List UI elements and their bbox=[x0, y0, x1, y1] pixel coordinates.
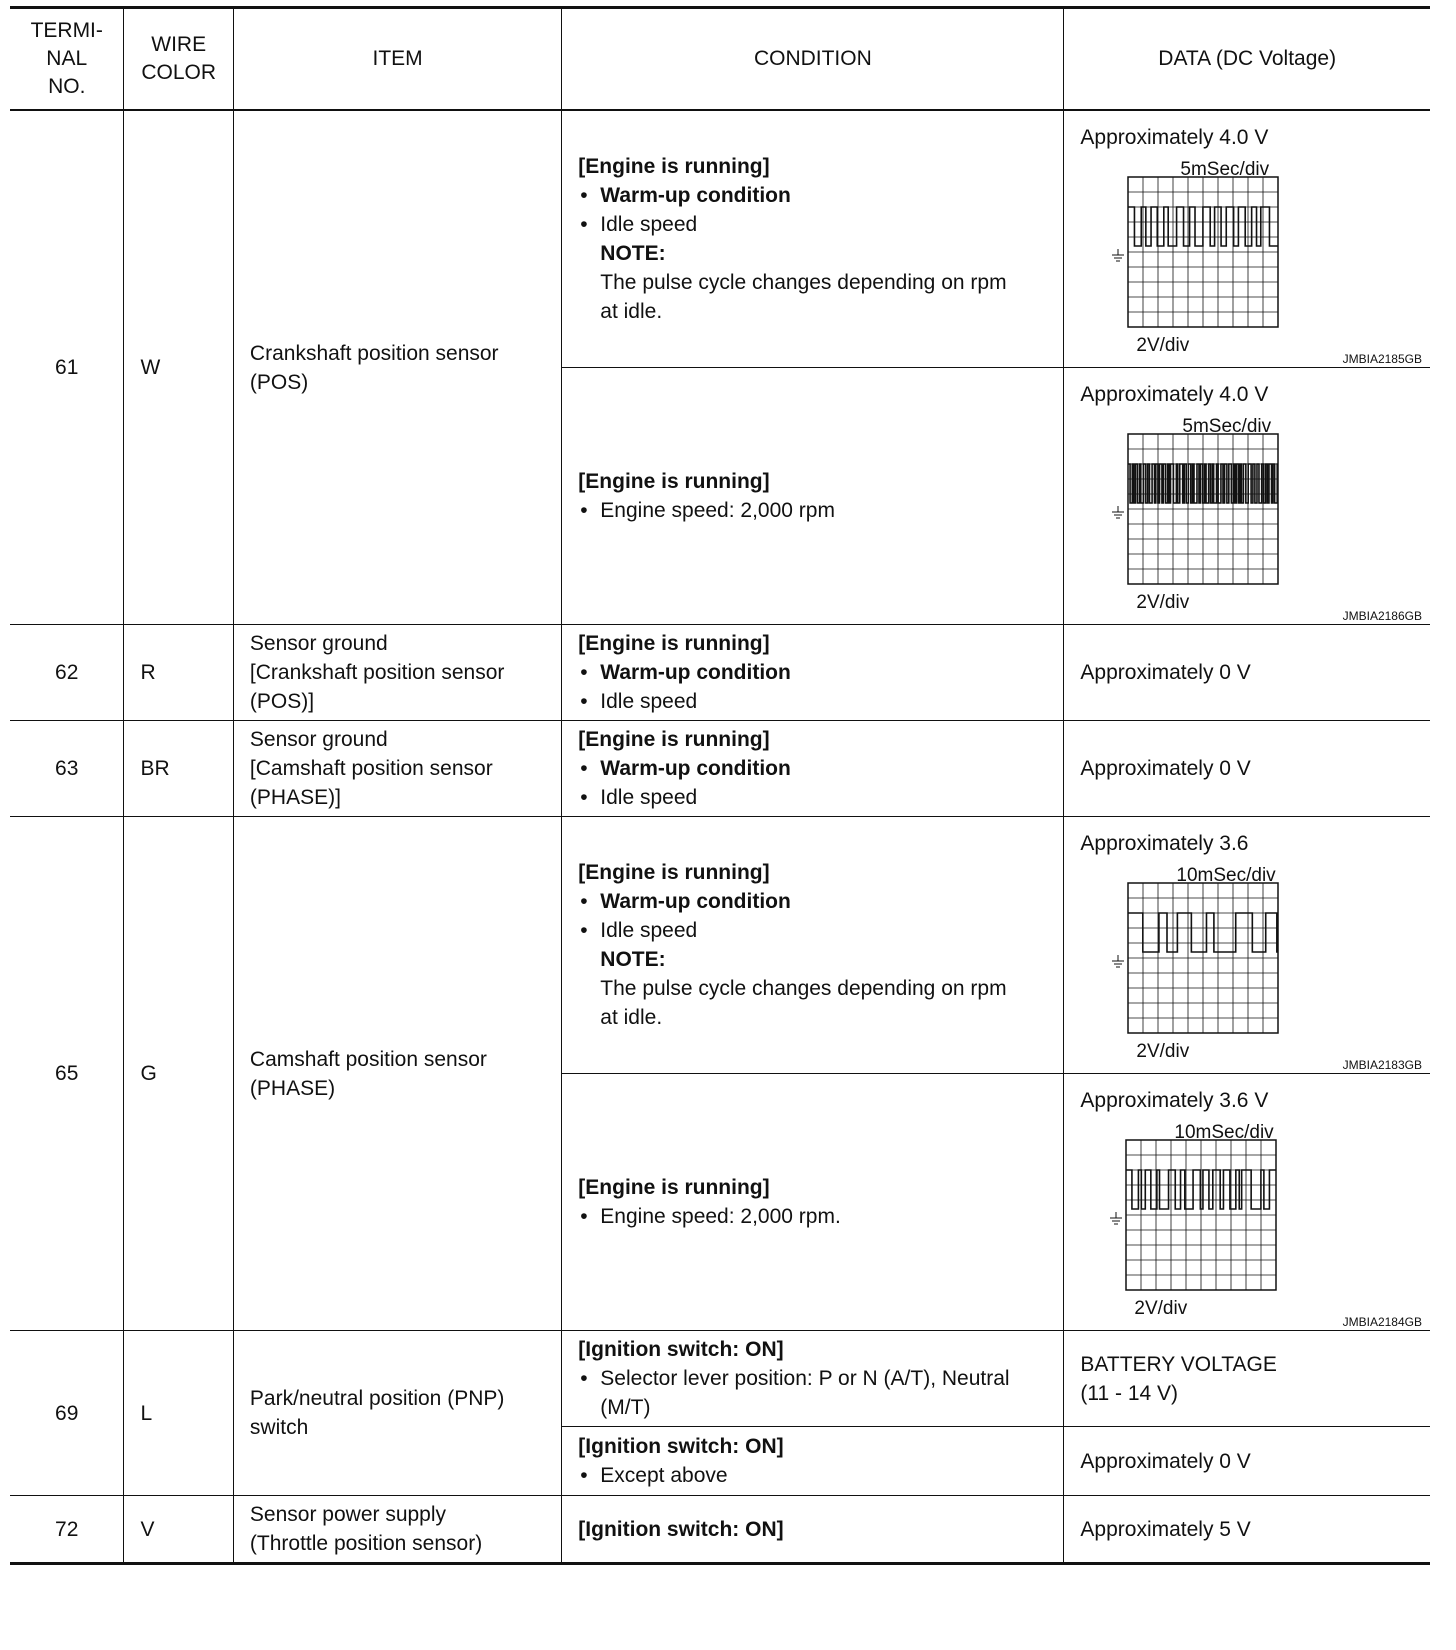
table-row bbox=[10, 721, 1430, 817]
condition-bullet: • Warm-up condition bbox=[578, 658, 1063, 687]
data-value: (11 - 14 V) bbox=[1080, 1381, 1179, 1405]
scope-grid bbox=[1128, 883, 1278, 1033]
figure-id: JMBIA2183GB bbox=[1342, 1058, 1422, 1072]
scope-time-scale: 5mSec/div bbox=[1182, 416, 1272, 437]
condition-bullet: • Warm-up condition bbox=[578, 181, 1051, 210]
waveform-trace bbox=[1126, 1170, 1276, 1209]
terminal-no: 62 bbox=[10, 625, 124, 721]
header-terminal-line1: TERMI- bbox=[30, 19, 103, 42]
item-line: (Throttle position sensor) bbox=[249, 1532, 483, 1555]
scope-volt-scale: 2V/div bbox=[1136, 592, 1190, 613]
condition-bullet: • Engine speed: 2,000 rpm. bbox=[578, 1202, 1051, 1231]
condition-heading: [Ignition switch: ON] bbox=[578, 1435, 784, 1458]
condition-cell bbox=[562, 110, 1064, 368]
header-data: DATA (DC Voltage) bbox=[1064, 8, 1430, 111]
condition-heading: [Engine is running] bbox=[578, 632, 770, 655]
condition-cell bbox=[562, 368, 1064, 625]
wire-color: W bbox=[124, 110, 233, 625]
note-text: The pulse cycle changes depending on rpm bbox=[600, 977, 1007, 1000]
terminal-no: 72 bbox=[10, 1496, 124, 1564]
condition-heading: [Engine is running] bbox=[578, 728, 770, 751]
oscilloscope-waveform bbox=[1108, 175, 1288, 335]
item-cell bbox=[233, 1331, 561, 1496]
data-cell bbox=[1064, 110, 1430, 368]
note-text: The pulse cycle changes depending on rpm bbox=[600, 271, 1007, 294]
table-row bbox=[10, 110, 1430, 368]
item-line: Crankshaft position sensor bbox=[249, 341, 499, 365]
condition-heading: [Engine is running] bbox=[578, 861, 770, 884]
item-cell bbox=[233, 721, 561, 817]
data-value: Approximately 0 V bbox=[1064, 625, 1430, 721]
condition-cell bbox=[562, 1074, 1064, 1331]
wire-color: V bbox=[124, 1496, 233, 1564]
item-line: Park/neutral position (PNP) bbox=[249, 1387, 505, 1410]
item-cell bbox=[233, 110, 561, 625]
header-terminal-line2: NAL bbox=[46, 47, 88, 70]
ground-icon bbox=[1112, 955, 1124, 967]
header-terminal-no bbox=[10, 8, 124, 111]
item-cell bbox=[233, 625, 561, 721]
condition-heading: [Ignition switch: ON] bbox=[578, 1338, 784, 1361]
note-text: at idle. bbox=[600, 300, 663, 323]
scope-volt-scale: 2V/div bbox=[1134, 1298, 1188, 1319]
condition-bullet: • Idle speed bbox=[578, 916, 1051, 945]
data-cell bbox=[1064, 368, 1430, 625]
data-value: BATTERY VOLTAGE bbox=[1080, 1352, 1277, 1376]
scope-grid bbox=[1128, 434, 1278, 584]
oscilloscope-waveform bbox=[1108, 881, 1288, 1041]
item-line: Sensor ground bbox=[249, 728, 388, 751]
data-value: Approximately 3.6 V bbox=[1080, 1089, 1269, 1112]
item-cell bbox=[233, 817, 561, 1331]
header-row bbox=[10, 8, 1430, 111]
item-line: (PHASE) bbox=[249, 1076, 336, 1100]
scope-time-scale: 5mSec/div bbox=[1180, 159, 1270, 180]
oscilloscope-waveform bbox=[1106, 1138, 1286, 1298]
condition-bullet: • Engine speed: 2,000 rpm bbox=[578, 496, 1051, 525]
scope-grid bbox=[1128, 177, 1278, 327]
table-row bbox=[10, 625, 1430, 721]
data-cell bbox=[1064, 817, 1430, 1074]
oscilloscope-waveform bbox=[1108, 432, 1288, 592]
condition-bullet-cont: (M/T) bbox=[600, 1396, 651, 1419]
condition-bullet: • Idle speed bbox=[578, 687, 1063, 716]
header-wire-line1: WIRE bbox=[151, 33, 207, 56]
header-condition: CONDITION bbox=[562, 8, 1064, 111]
condition-bullet: • Except above bbox=[578, 1461, 1063, 1490]
data-value: Approximately 0 V bbox=[1064, 721, 1430, 817]
ecm-terminal-table bbox=[10, 6, 1430, 1565]
figure-id: JMBIA2186GB bbox=[1342, 609, 1422, 623]
data-value: Approximately 0 V bbox=[1064, 1427, 1430, 1496]
header-item: ITEM bbox=[233, 8, 561, 111]
item-line: [Crankshaft position sensor bbox=[249, 661, 505, 684]
note-heading: NOTE: bbox=[600, 948, 666, 971]
condition-cell bbox=[562, 817, 1064, 1074]
condition-cell bbox=[562, 721, 1064, 817]
item-cell bbox=[233, 1496, 561, 1564]
condition-heading: [Engine is running] bbox=[578, 155, 770, 178]
ground-icon bbox=[1110, 1212, 1122, 1224]
data-value: Approximately 3.6 bbox=[1080, 832, 1249, 855]
condition-heading: [Engine is running] bbox=[578, 1176, 770, 1199]
terminal-no: 69 bbox=[10, 1331, 124, 1496]
condition-cell bbox=[562, 1331, 1064, 1427]
terminal-no: 63 bbox=[10, 721, 124, 817]
condition-bullet: • Warm-up condition bbox=[578, 887, 1051, 916]
data-cell bbox=[1064, 1331, 1430, 1427]
item-line: (PHASE)] bbox=[249, 786, 341, 809]
item-line: [Camshaft position sensor bbox=[249, 757, 493, 780]
waveform-trace bbox=[1128, 464, 1278, 503]
table-row bbox=[10, 1496, 1430, 1564]
terminal-data-table bbox=[10, 6, 1430, 1565]
data-value: Approximately 5 V bbox=[1064, 1496, 1430, 1564]
condition-bullet: • Idle speed bbox=[578, 783, 1063, 812]
wire-color: L bbox=[124, 1331, 233, 1496]
wire-color: G bbox=[124, 817, 233, 1331]
header-terminal-line3: NO. bbox=[48, 75, 86, 98]
terminal-no: 61 bbox=[10, 110, 124, 625]
figure-id: JMBIA2184GB bbox=[1342, 1315, 1422, 1329]
table-row bbox=[10, 817, 1430, 1074]
scope-time-scale: 10mSec/div bbox=[1174, 1122, 1274, 1143]
condition-heading: [Engine is running] bbox=[578, 470, 770, 493]
scope-volt-scale: 2V/div bbox=[1136, 1041, 1190, 1062]
item-line: Sensor ground bbox=[249, 632, 388, 655]
scope-volt-scale: 2V/div bbox=[1136, 335, 1190, 356]
condition-cell bbox=[562, 1427, 1064, 1496]
table-row bbox=[10, 1331, 1430, 1427]
ground-icon bbox=[1112, 249, 1124, 261]
wire-color: R bbox=[124, 625, 233, 721]
condition-bullet: • Warm-up condition bbox=[578, 754, 1063, 783]
ground-icon bbox=[1112, 506, 1124, 518]
scope-grid bbox=[1126, 1140, 1276, 1290]
figure-id: JMBIA2185GB bbox=[1342, 352, 1422, 366]
terminal-no: 65 bbox=[10, 817, 124, 1331]
condition-bullet: • Selector lever position: P or N (A/T), Neutral bbox=[578, 1364, 1051, 1393]
item-line: Camshaft position sensor bbox=[249, 1047, 487, 1071]
condition-heading: [Ignition switch: ON] bbox=[562, 1496, 1064, 1564]
item-line: (POS) bbox=[249, 370, 309, 394]
wire-color: BR bbox=[124, 721, 233, 817]
item-line: (POS)] bbox=[249, 690, 315, 713]
condition-bullet: • Idle speed bbox=[578, 210, 1051, 239]
data-value: Approximately 4.0 V bbox=[1080, 383, 1269, 406]
data-value: Approximately 4.0 V bbox=[1080, 126, 1269, 149]
condition-cell bbox=[562, 625, 1064, 721]
data-cell bbox=[1064, 1074, 1430, 1331]
item-line: switch bbox=[249, 1416, 309, 1439]
waveform-trace bbox=[1128, 207, 1278, 246]
note-text: at idle. bbox=[600, 1006, 663, 1029]
header-wire-line2: COLOR bbox=[141, 61, 217, 84]
item-line: Sensor power supply bbox=[249, 1503, 447, 1526]
scope-time-scale: 10mSec/div bbox=[1176, 865, 1276, 886]
header-wire-color bbox=[124, 8, 233, 111]
note-heading: NOTE: bbox=[600, 242, 666, 265]
